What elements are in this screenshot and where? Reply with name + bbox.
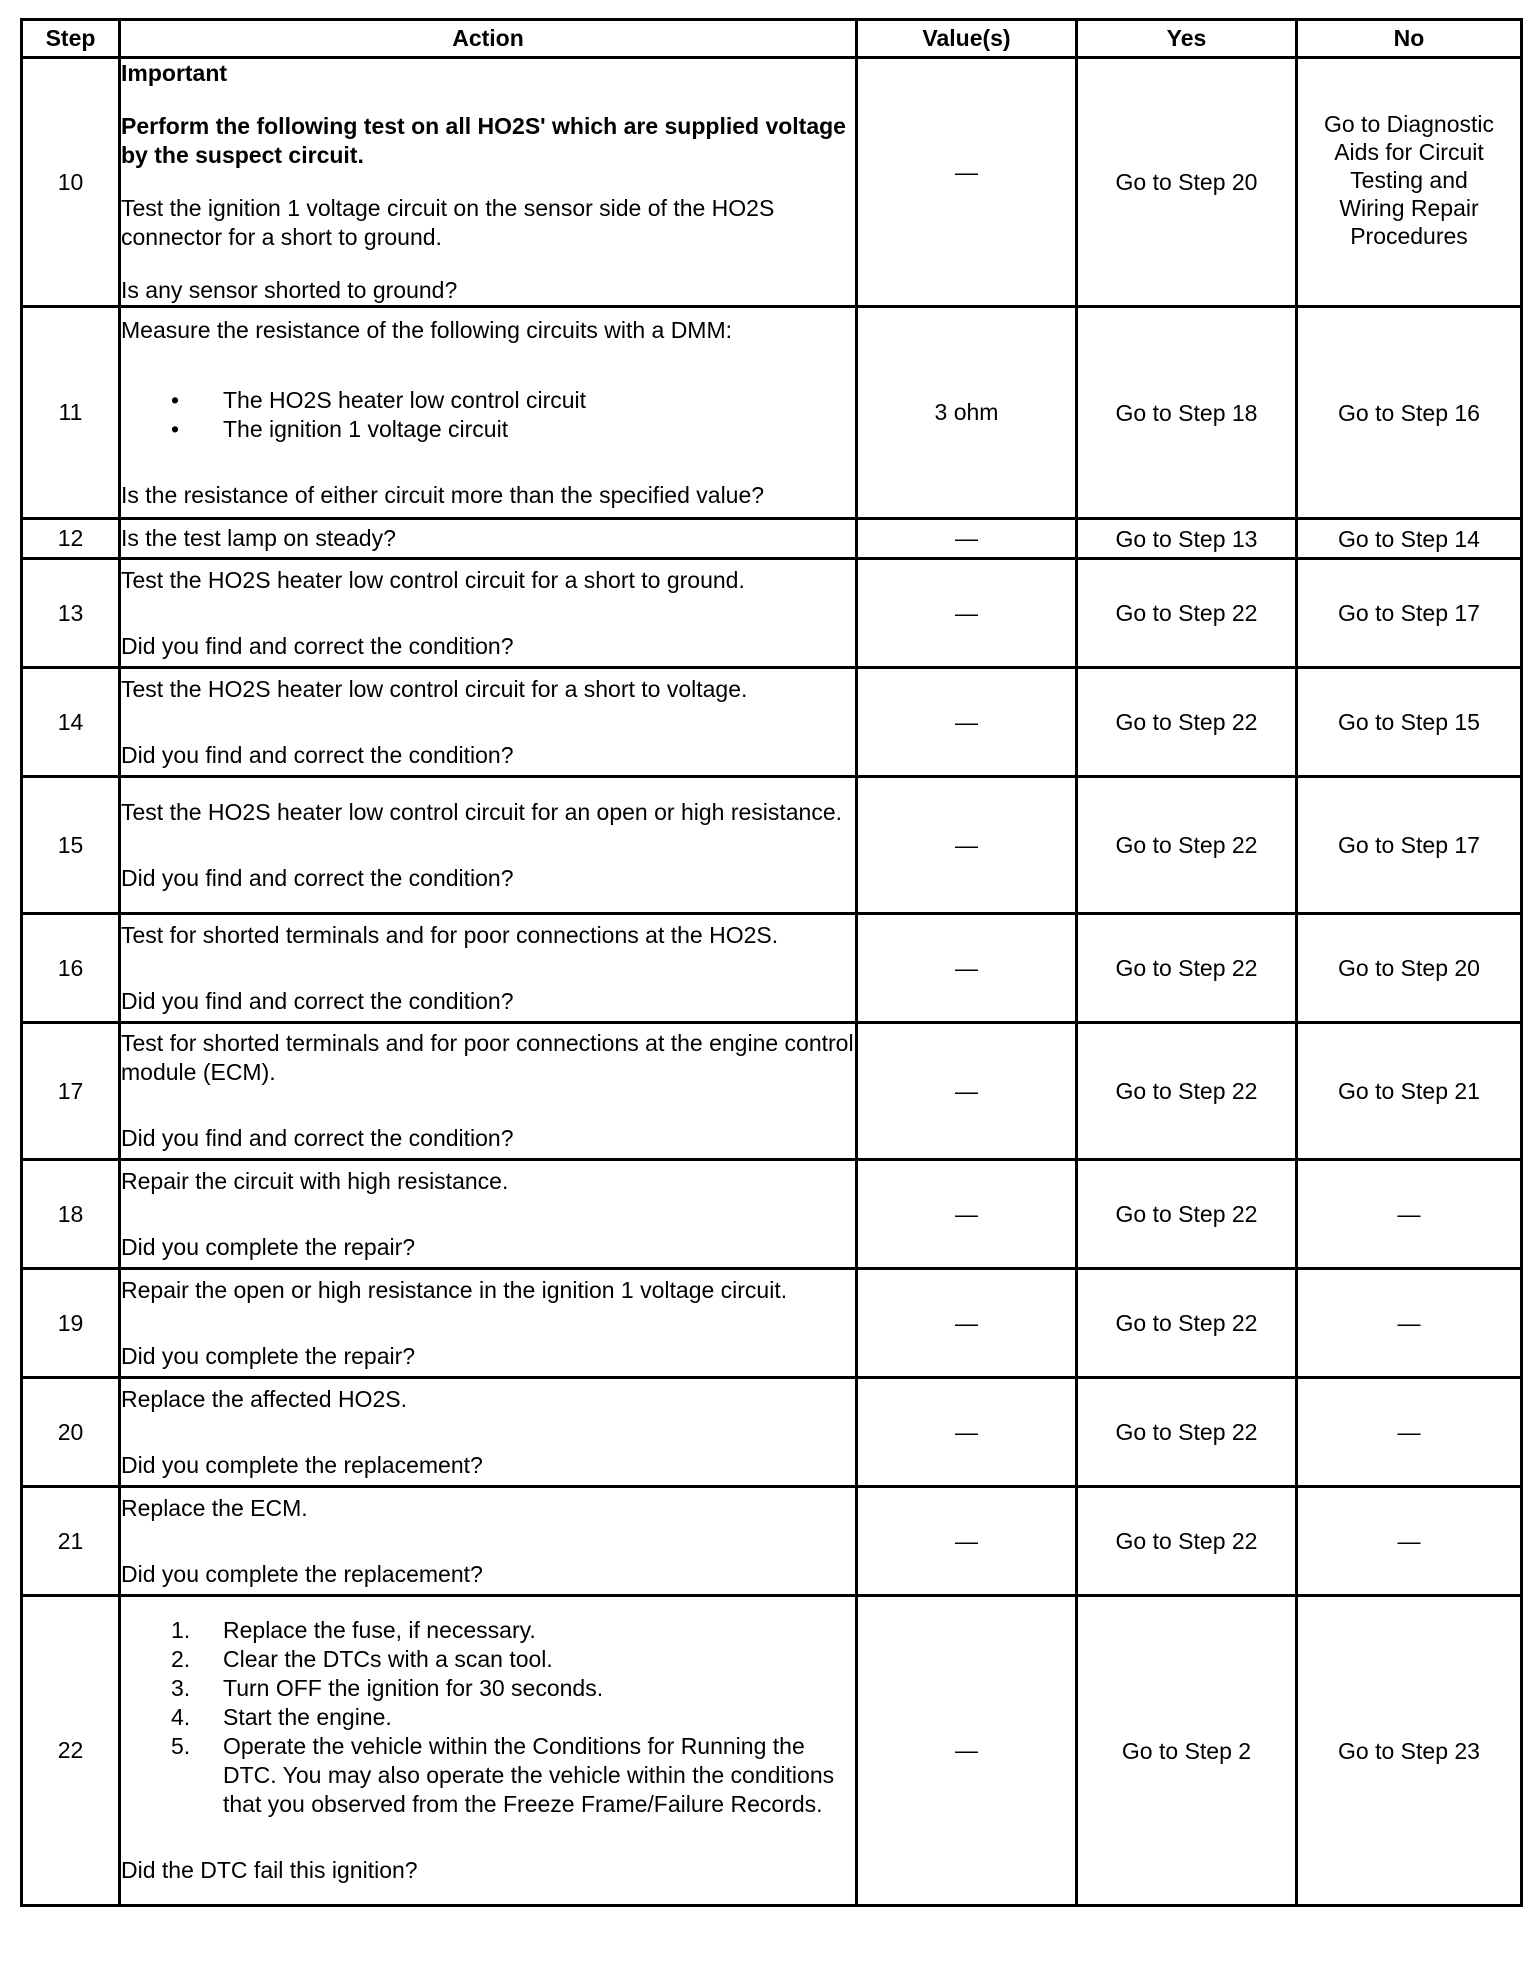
value-cell: — (857, 1596, 1077, 1906)
value-cell: — (857, 914, 1077, 1023)
step-number: 18 (22, 1160, 120, 1269)
yes-link[interactable]: Go to Step 22 (1077, 1487, 1297, 1596)
action-cell (120, 1487, 857, 1596)
value-cell: — (857, 519, 1077, 559)
action-instruction: Test for shorted terminals and for poor connections at the engine control module (ECM). (121, 1030, 854, 1085)
action-question: Did the DTC fail this ignition? (121, 1857, 418, 1883)
yes-link[interactable]: Go to Step 22 (1077, 914, 1297, 1023)
yes-link[interactable]: Go to Step 13 (1077, 519, 1297, 559)
action-instruction: Repair the circuit with high resistance. (121, 1167, 509, 1194)
action-question: Did you find and correct the condition? (121, 864, 514, 891)
table-row-step-12 (22, 519, 1522, 559)
step-number: 16 (22, 914, 120, 1023)
action-cell (120, 1269, 857, 1378)
action-cell (120, 1160, 857, 1269)
value-cell: — (857, 559, 1077, 668)
action-question: Did you find and correct the condition? (121, 632, 514, 659)
value-cell: — (857, 58, 1077, 307)
action-cell (120, 58, 857, 307)
no-link[interactable]: Go to Step 16 (1297, 307, 1522, 519)
list-item (121, 1732, 855, 1819)
action-question: Did you complete the repair? (121, 1342, 416, 1369)
list-item: • The HO2S heater low control circuit (121, 386, 855, 415)
step-number: 22 (22, 1596, 120, 1906)
list-text: Turn OFF the ignition for 30 seconds. (223, 1675, 604, 1701)
yes-link[interactable]: Go to Step 22 (1077, 1269, 1297, 1378)
value-cell: — (857, 777, 1077, 914)
action-instruction: Test the ignition 1 voltage circuit on the sensor side of the HO2S connector for a short to ground. (121, 195, 775, 250)
no-link[interactable]: Go to Step 17 (1297, 559, 1522, 668)
yes-link[interactable]: Go to Step 22 (1077, 1023, 1297, 1160)
list-item (121, 1616, 855, 1645)
step-number: 10 (22, 58, 120, 307)
no-value: — (1297, 1160, 1522, 1269)
step-number: 13 (22, 559, 120, 668)
important-label: Important (121, 60, 228, 86)
list-text: Operate the vehicle within the Conditions for Running the DTC. You may also operate the vehicle within the conditions that you observed from the Freeze Frame/Failure Records. (223, 1733, 835, 1817)
no-link[interactable]: Go to Step 20 (1297, 914, 1522, 1023)
action-cell (120, 559, 857, 668)
action-cell (120, 1023, 857, 1160)
action-instruction: Test the HO2S heater low control circuit for a short to ground. (121, 566, 745, 593)
step-number: 21 (22, 1487, 120, 1596)
value-cell: — (857, 668, 1077, 777)
table-row-step-11 (22, 307, 1522, 519)
no-link[interactable]: Go to Diagnostic Aids for Circuit Testing and Wiring Repair Procedures (1297, 58, 1522, 307)
action-instruction: Replace the affected HO2S. (121, 1385, 407, 1412)
action-question: Did you complete the replacement? (121, 1560, 483, 1587)
table-row-step-10 (22, 58, 1522, 307)
list-item (121, 1703, 855, 1732)
table-row-step-13 (22, 559, 1522, 668)
action-cell (120, 777, 857, 914)
yes-link[interactable]: Go to Step 20 (1077, 58, 1297, 307)
no-link[interactable]: Go to Step 15 (1297, 668, 1522, 777)
yes-link[interactable]: Go to Step 18 (1077, 307, 1297, 519)
action-cell (120, 668, 857, 777)
step-number: 20 (22, 1378, 120, 1487)
action-cell (120, 307, 857, 519)
table-row-step-21 (22, 1487, 1522, 1596)
step-number: 19 (22, 1269, 120, 1378)
important-note: Perform the following test on all HO2S' which are supplied voltage by the suspect circuit. (121, 113, 846, 168)
value-cell: 3 ohm (857, 307, 1077, 519)
step-number: 17 (22, 1023, 120, 1160)
action-cell (120, 1378, 857, 1487)
no-value: — (1297, 1378, 1522, 1487)
no-value: — (1297, 1487, 1522, 1596)
table-row-step-20 (22, 1378, 1522, 1487)
no-link[interactable]: Go to Step 21 (1297, 1023, 1522, 1160)
header-action: Action (120, 20, 857, 58)
yes-link[interactable]: Go to Step 22 (1077, 1378, 1297, 1487)
action-instruction: Test for shorted terminals and for poor connections at the HO2S. (121, 921, 779, 948)
yes-link[interactable]: Go to Step 22 (1077, 1160, 1297, 1269)
no-link[interactable]: Go to Step 23 (1297, 1596, 1522, 1906)
action-question: Did you complete the replacement? (121, 1451, 483, 1478)
list-text: Replace the fuse, if necessary. (223, 1617, 536, 1643)
list-item (121, 1645, 855, 1674)
list-number: 1. (171, 1617, 191, 1643)
list-number: 3. (171, 1675, 191, 1701)
yes-link[interactable]: Go to Step 22 (1077, 559, 1297, 668)
procedure-list (121, 1616, 855, 1819)
action-question: Did you find and correct the condition? (121, 987, 514, 1014)
list-number: 2. (171, 1646, 191, 1672)
value-cell: — (857, 1487, 1077, 1596)
yes-link[interactable]: Go to Step 22 (1077, 777, 1297, 914)
value-cell: — (857, 1023, 1077, 1160)
table-row-step-16 (22, 914, 1522, 1023)
action-instruction: Replace the ECM. (121, 1494, 308, 1521)
header-no: No (1297, 20, 1522, 58)
action-question: Is the resistance of either circuit more than the specified value? (121, 481, 765, 508)
list-text: Clear the DTCs with a scan tool. (223, 1646, 553, 1672)
table-row-step-15 (22, 777, 1522, 914)
action-instruction: Measure the resistance of the following circuits with a DMM: (121, 316, 733, 343)
step-number: 14 (22, 668, 120, 777)
action-question: Did you find and correct the condition? (121, 1125, 514, 1151)
action-instruction: Test the HO2S heater low control circuit for a short to voltage. (121, 675, 748, 702)
action-question: Is the test lamp on steady? (120, 519, 857, 559)
value-cell: — (857, 1378, 1077, 1487)
no-link[interactable]: Go to Step 17 (1297, 777, 1522, 914)
table-row-step-18 (22, 1160, 1522, 1269)
header-step: Step (22, 20, 120, 58)
yes-link[interactable]: Go to Step 2 (1077, 1596, 1297, 1906)
action-question: Did you find and correct the condition? (121, 741, 514, 768)
step-number: 11 (22, 307, 120, 519)
list-number: 4. (171, 1704, 191, 1730)
action-cell (120, 1596, 857, 1906)
table-row-step-22 (22, 1596, 1522, 1906)
header-yes: Yes (1077, 20, 1297, 58)
action-cell (120, 914, 857, 1023)
list-number: 5. (171, 1733, 191, 1759)
list-item: • The ignition 1 voltage circuit (121, 415, 855, 444)
step-number: 12 (22, 519, 120, 559)
header-values: Value(s) (857, 20, 1077, 58)
header-row (22, 20, 1522, 58)
yes-link[interactable]: Go to Step 22 (1077, 668, 1297, 777)
action-question: Did you complete the repair? (121, 1233, 416, 1260)
action-question: Is any sensor shorted to ground? (121, 277, 458, 303)
list-item (121, 1674, 855, 1703)
diagnostic-table (20, 18, 1523, 1907)
action-instruction: Test the HO2S heater low control circuit for an open or high resistance. (121, 798, 843, 825)
no-link[interactable]: Go to Step 14 (1297, 519, 1522, 559)
action-instruction: Repair the open or high resistance in the ignition 1 voltage circuit. (121, 1276, 788, 1303)
no-value: — (1297, 1269, 1522, 1378)
step-number: 15 (22, 777, 120, 914)
circuit-list (121, 386, 855, 444)
table-row-step-19 (22, 1269, 1522, 1378)
value-cell: — (857, 1269, 1077, 1378)
table-row-step-17 (22, 1023, 1522, 1160)
list-text: Start the engine. (223, 1704, 392, 1730)
table-row-step-14 (22, 668, 1522, 777)
value-cell: — (857, 1160, 1077, 1269)
